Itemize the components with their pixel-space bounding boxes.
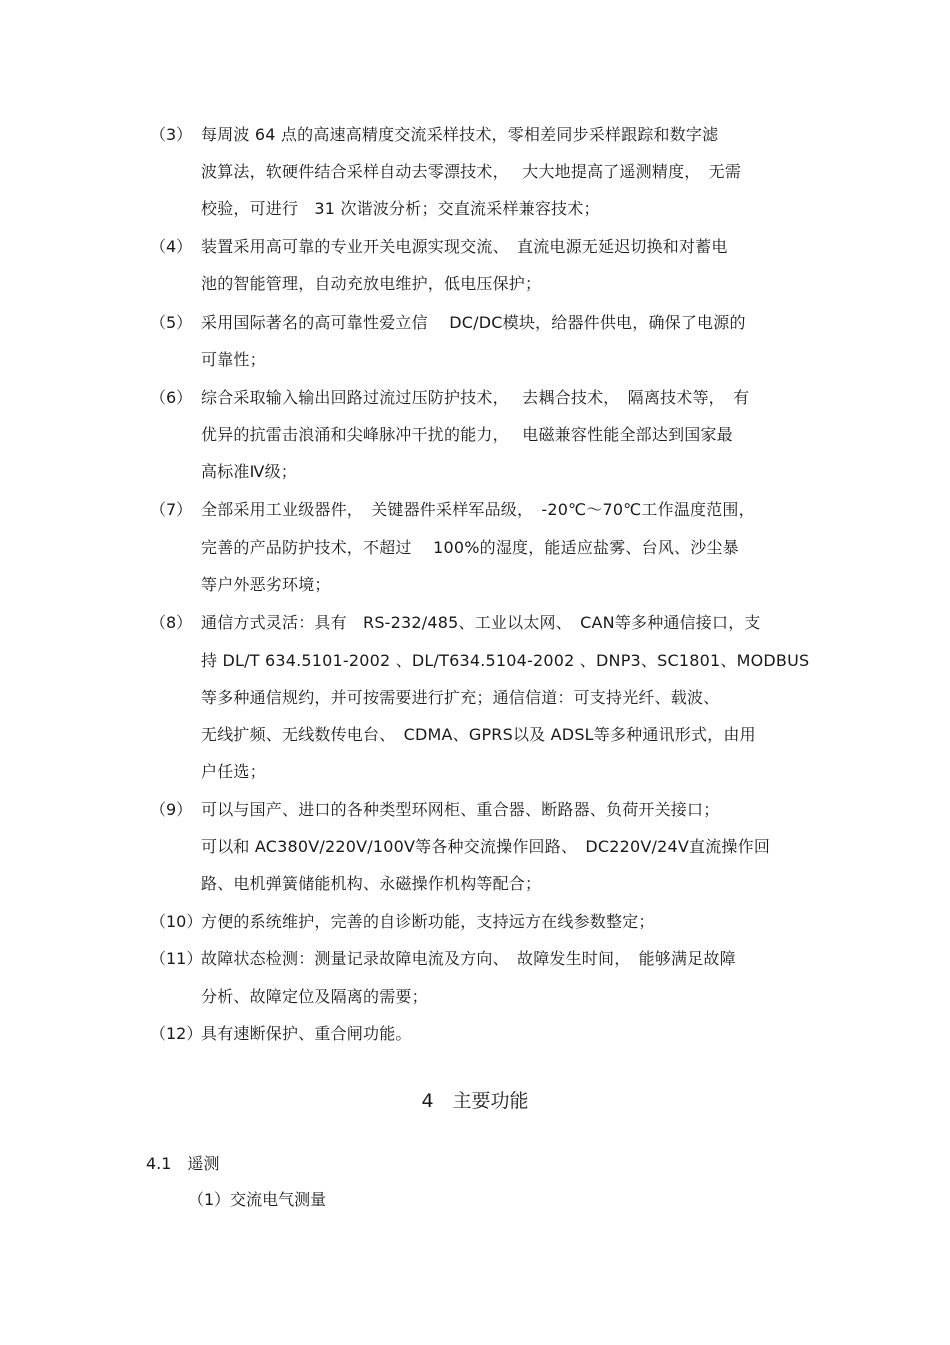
item-line: 全部采用工业级器件， 关键器件采样军品级， -20℃～70℃工作温度范围，: [201, 500, 755, 519]
item-number: （5）: [150, 313, 193, 332]
item-line: 可以与国产、进口的各种类型环网柜、重合器、断路器、负荷开关接口；: [201, 800, 720, 819]
item-line: 池的智能管理，自动充放电维护，低电压保护；: [201, 274, 542, 293]
item-number: （4）: [150, 237, 193, 256]
item-number: （8）: [150, 613, 193, 632]
item-number: （10）: [150, 912, 203, 931]
item-line: 高标准Ⅳ级；: [201, 462, 297, 481]
item-line: 持 DL/T 634.5101-2002 、DL/T634.5104-2002 、DNP3、SC1801、MODBUS: [201, 651, 810, 670]
item-line: 路、电机弹簧储能机构、永磁操作机构等配合；: [201, 874, 542, 893]
item-line: 等户外恶劣环境；: [201, 575, 331, 594]
item-line: 综合采取输入输出回路过流过压防护技术， 去耦合技术， 隔离技术等， 有: [201, 388, 750, 407]
item-line: 分析、故障定位及隔离的需要；: [201, 987, 428, 1006]
item-line: 具有速断保护、重合闸功能。: [201, 1024, 412, 1043]
item-line: 采用国际著名的高可靠性爱立信 DC/DC模块，给器件供电，确保了电源的: [201, 313, 746, 332]
subsubsection-heading: （1）交流电气测量: [188, 1190, 327, 1209]
item-number: （11）: [150, 949, 203, 968]
item-line: 波算法，软硬件结合采样自动去零漂技术， 大大地提高了遥测精度， 无需: [201, 162, 742, 181]
section-heading: 4 主要功能: [421, 1090, 529, 1112]
item-line: 优异的抗雷击浪涌和尖峰脉冲干扰的能力， 电磁兼容性能全部达到国家最: [201, 425, 733, 444]
item-line: 完善的产品防护技术，不超过 100%的湿度，能适应盐雾、台风、沙尘暴: [201, 538, 739, 557]
item-line: 方便的系统维护，完善的自诊断功能，支持远方在线参数整定；: [201, 912, 655, 931]
item-line: 每周波 64 点的高速高精度交流采样技术，零相差同步采样跟踪和数字滤: [201, 125, 719, 144]
item-line: 可以和 AC380V/220V/100V等各种交流操作回路、 DC220V/24V直流操作回: [201, 837, 771, 856]
item-line: 装置采用高可靠的专业开关电源实现交流、 直流电源无延迟切换和对蓄电: [201, 237, 728, 256]
item-line: 校验，可进行 31 次谐波分析；交直流采样兼容技术；: [201, 199, 600, 218]
item-number: （12）: [150, 1024, 203, 1043]
item-number: （6）: [150, 388, 193, 407]
item-number: （9）: [150, 800, 193, 819]
item-line: 通信方式灵活：具有 RS-232/485、工业以太网、 CAN等多种通信接口，支: [201, 613, 761, 632]
item-line: 故障状态检测：测量记录故障电流及方向、 故障发生时间， 能够满足故障: [201, 949, 736, 968]
item-number: （3）: [150, 125, 193, 144]
item-line: 可靠性；: [201, 350, 266, 369]
item-number: （7）: [150, 500, 193, 519]
item-line: 户任选；: [201, 762, 266, 781]
subsection-heading: 4.1 遥测: [146, 1154, 220, 1173]
item-line: 无线扩频、无线数传电台、 CDMA、GPRS以及 ADSL等多种通讯形式，由用: [201, 725, 756, 744]
item-line: 等多种通信规约，并可按需要进行扩充；通信信道：可支持光纤、载波、: [201, 688, 720, 707]
